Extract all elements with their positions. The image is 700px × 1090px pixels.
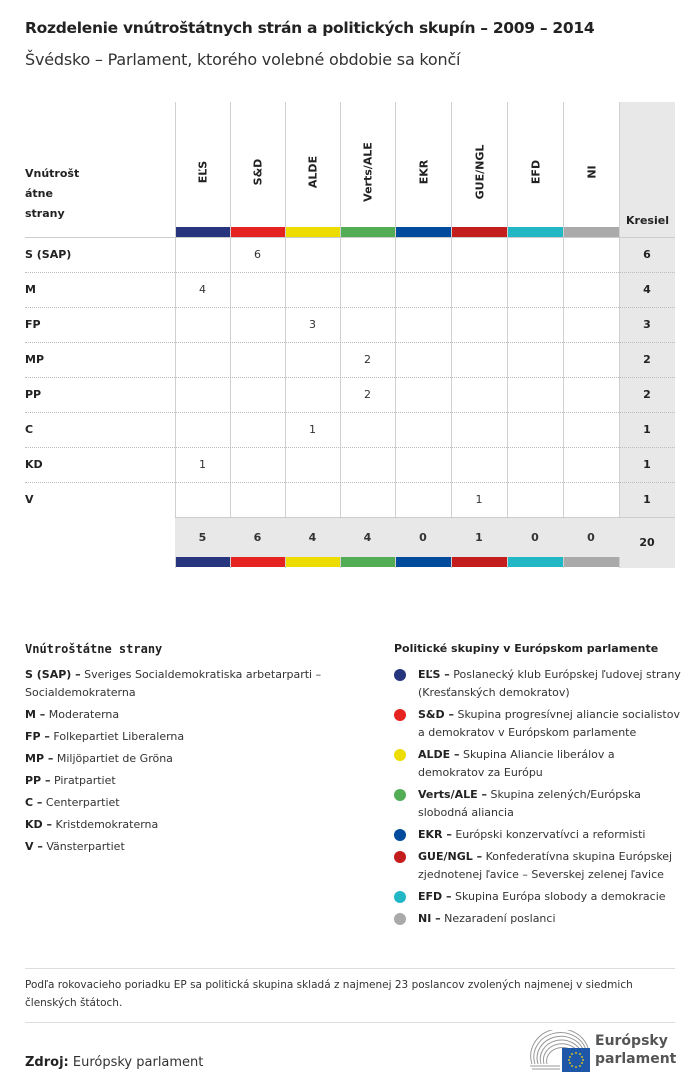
page-title: Rozdelenie vnútroštátnych strán a politických skupín – 2009 – 2014 (25, 19, 595, 37)
row-header-label: Vnútrošt átne strany (25, 167, 80, 220)
political-groups-legend-title: Politické skupiny v Európskom parlamente (394, 642, 659, 655)
group-total-cell: 0 (531, 531, 539, 544)
legend-name: Miljöpartiet de Gröna (56, 752, 173, 765)
group-total-cell: 4 (308, 531, 317, 544)
group-label: Verts/ALE (361, 142, 375, 202)
legend-name: Vänsterpartiet (46, 840, 125, 853)
seat-count-cell: 4 (199, 283, 206, 296)
legend-abbr: MP – (25, 752, 54, 765)
political-groups-legend (394, 666, 684, 932)
legend-item (25, 838, 365, 856)
group-color-bar (564, 557, 619, 567)
legend-item (394, 826, 684, 844)
group-total-cell: 1 (475, 531, 483, 544)
group-label: EĽS (196, 160, 210, 184)
color-dot-icon (394, 709, 406, 721)
footnote: Podľa rokovacieho poriadku EP sa politická skupina skladá z najmenej 23 poslancov zvolených najmenej v siedmich členských štátoch. (25, 979, 633, 1009)
legend-name: Nezaradení poslanci (444, 912, 556, 925)
group-label: EKR (417, 159, 430, 185)
table-row (25, 342, 675, 377)
legend-abbr: PP – (25, 774, 51, 787)
seat-count-cell: 1 (475, 493, 483, 506)
legend-abbr: EFD – (418, 890, 452, 903)
legend-item (394, 848, 684, 884)
legend-name: Piratpartiet (53, 774, 116, 787)
legend-abbr: ALDE – (418, 748, 460, 761)
legend-abbr: C – (25, 796, 43, 809)
table-row (25, 237, 675, 272)
party-label: MP (25, 353, 45, 366)
row-total-cell: 3 (643, 318, 651, 331)
legend-name: Moderaterna (48, 708, 120, 721)
seat-count-cell: 2 (364, 353, 371, 366)
legend-abbr: NI – (418, 912, 441, 925)
row-total-cell: 1 (643, 423, 651, 436)
source-line: Zdroj: Európsky parlament (25, 1055, 204, 1070)
group-color-bar (286, 227, 340, 237)
group-color-bar (286, 557, 340, 567)
legend-item (25, 794, 365, 812)
table-row (25, 447, 675, 482)
row-total-cell: 1 (643, 458, 651, 471)
legend-item (394, 666, 684, 702)
table-row (25, 307, 675, 342)
legend-item (394, 910, 684, 928)
table-row (25, 377, 675, 412)
party-label: S (SAP) (25, 248, 72, 261)
seat-count-cell: 3 (309, 318, 316, 331)
group-column-header (452, 102, 507, 227)
totals-row (175, 517, 675, 557)
group-label: S&D (251, 158, 265, 186)
group-column-header (176, 102, 230, 227)
legend-name: Konfederatívna skupina Európskej zjednotenej ľavice – Severskej zelenej ľavice (418, 850, 673, 881)
color-dot-icon (394, 669, 406, 681)
legend-item (25, 666, 365, 702)
legend-item (394, 786, 684, 822)
color-dot-icon (394, 891, 406, 903)
national-parties-legend-title: Vnútroštátne strany (25, 642, 163, 656)
group-column-header (508, 102, 563, 227)
group-color-bar (176, 557, 230, 567)
legend-item (25, 816, 365, 834)
party-label: KD (25, 458, 43, 471)
legend-name: Európski konzervatívci a reformisti (455, 828, 646, 841)
party-label: PP (25, 388, 42, 401)
national-parties-legend (25, 666, 365, 860)
legend-abbr: Verts/ALE – (418, 788, 487, 801)
party-label: FP (25, 318, 41, 331)
party-label: V (25, 493, 34, 506)
group-color-bar (341, 227, 395, 237)
legend-item (394, 888, 684, 906)
seat-count-cell: 1 (309, 423, 316, 436)
legend-item (25, 750, 365, 768)
seat-count-cell: 6 (254, 248, 261, 261)
seat-count-cell: 1 (199, 458, 206, 471)
legend-abbr: M – (25, 708, 46, 721)
group-total-cell: 0 (419, 531, 427, 544)
row-total-cell: 4 (643, 283, 651, 296)
group-total-cell: 4 (363, 531, 372, 544)
logo-text: Európsky parlament (595, 1033, 677, 1067)
group-color-bar (396, 557, 451, 567)
legend-abbr: KD – (25, 818, 52, 831)
legend-abbr: EĽS – (418, 668, 450, 681)
table-row (25, 272, 675, 307)
group-color-bar (341, 557, 395, 567)
group-color-bar (508, 557, 563, 567)
row-total-cell: 2 (643, 353, 651, 366)
group-color-bar (396, 227, 451, 237)
group-total-cell: 0 (587, 531, 595, 544)
parliament-hemicycle-icon (528, 1030, 592, 1074)
legend-name: Folkepartiet Liberalerna (53, 730, 185, 743)
group-color-bar (452, 227, 507, 237)
legend-abbr: GUE/NGL – (418, 850, 483, 863)
legend-abbr: S (SAP) – (25, 668, 81, 681)
group-column-header (564, 102, 619, 227)
group-total-cell: 6 (253, 531, 262, 544)
page-subtitle: Švédsko – Parlament, ktorého volebné obdobie sa končí (25, 50, 461, 69)
group-column-header (341, 102, 395, 227)
group-label: NI (585, 165, 598, 179)
color-dot-icon (394, 829, 406, 841)
legend-name: Poslanecký klub Európskej ľudovej strany (Kresťanských demokratov) (418, 668, 681, 699)
group-color-bar (231, 557, 285, 567)
row-total-cell: 2 (643, 388, 651, 401)
legend-item (394, 706, 684, 742)
group-label: EFD (529, 159, 542, 185)
legend-name: Skupina progresívnej aliancie socialistov a demokratov v Európskom parlamente (418, 708, 680, 739)
party-label: M (25, 283, 36, 296)
legend-item (394, 746, 684, 782)
legend-name: Sveriges Socialdemokratiska arbetarparti – Socialdemokraterna (25, 668, 322, 699)
divider (25, 968, 675, 969)
legend-name: Skupina Európa slobody a demokracie (455, 890, 666, 903)
european-parliament-logo (528, 1030, 678, 1074)
table-row (25, 412, 675, 447)
party-label: C (25, 423, 34, 436)
legend-abbr: S&D – (418, 708, 454, 721)
group-color-bar (231, 227, 285, 237)
group-column-header (396, 102, 451, 227)
row-total-cell: 1 (643, 493, 651, 506)
table-row (25, 482, 675, 517)
color-dot-icon (394, 913, 406, 925)
group-color-bar (508, 227, 563, 237)
legend-name: Skupina Aliancie liberálov a demokratov za Európu (418, 748, 615, 779)
legend-name: Kristdemokraterna (55, 818, 159, 831)
legend-abbr: EKR – (418, 828, 452, 841)
row-total-cell: 6 (643, 248, 651, 261)
legend-item (25, 728, 365, 746)
group-column-header (286, 102, 340, 227)
legend-abbr: FP – (25, 730, 50, 743)
grand-total-cell: 20 (619, 517, 675, 568)
group-total-cell: 5 (198, 531, 207, 544)
group-label: GUE/NGL (473, 144, 486, 200)
group-color-bar (452, 557, 507, 567)
group-color-bar (564, 227, 619, 237)
total-seats-header: Kresiel (626, 214, 669, 227)
legend-item (25, 772, 365, 790)
legend-name: Skupina zelených/Európska slobodná aliancia (418, 788, 641, 819)
legend-item (25, 706, 365, 724)
group-color-bar (176, 227, 230, 237)
group-column-header (231, 102, 285, 227)
color-dot-icon (394, 749, 406, 761)
seat-count-cell: 2 (364, 388, 371, 401)
legend-name: Centerpartiet (45, 796, 120, 809)
divider (25, 1022, 675, 1023)
legend-abbr: V – (25, 840, 43, 853)
color-dot-icon (394, 851, 406, 863)
color-dot-icon (394, 789, 406, 801)
group-label: ALDE (306, 155, 320, 189)
